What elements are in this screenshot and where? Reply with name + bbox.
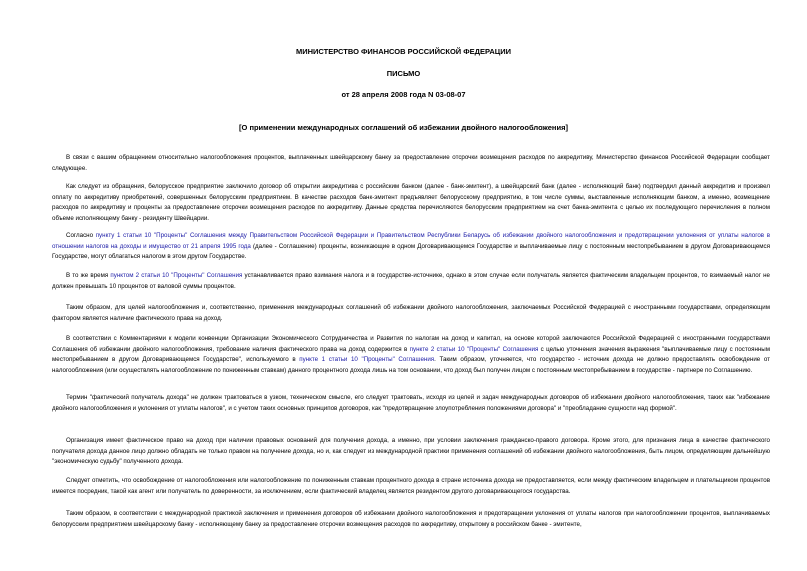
paragraph-3-text-2: (далее - Соглашение) проценты, возникающие в одном Договаривающемся Государстве и выплачиваемые лицу с постоянным местопребыванием в другом Договаривающемся Государстве, могут облагаться налогом в этом другом Государстве.	[52, 242, 770, 261]
paragraph-8: Организация имеет фактическое право на доход при наличии правовых оснований для получения дохода, а именно, при условии заключения гражданско-правого договора. Кроме этого, для признания лица в качестве фактического получателя дохода данное лицо должно обладать не только правом на получение дохода, но и, как следует из международной практики применения соглашений об избежании двойного налогообложения, быть лицом, определяющим дальнейшую "экономическую судьбу" полученного дохода.	[52, 437, 770, 466]
agreement-article-10-p1-link[interactable]: пункту 1 статьи 10 "Проценты" Соглашения между Правительством Российской Федерации и Правительством Республики Беларусь об избежании двойного налогообложения и предотвращении уклонения от уплаты налогов в отношении налогов на доходы и имущество от 21 апреля 1995 года	[52, 232, 770, 250]
paragraph-3-text-1: Согласно	[66, 232, 96, 239]
paragraph-7: Термин "фактический получатель дохода" не должен трактоваться в узком, техническом смысле, его следует трактовать, исходя из целей и задач международных договоров об избежании двойного налогообложения, таких как "избежание двойного налогообложения и уклонения от уплаты налогов", и с учетом таких основных принципов договоров, как "предотвращение злоупотребления положениями договора" и "преобладание сущности над формой".	[52, 394, 770, 412]
agreement-article-10-p2-link[interactable]: пунктом 2 статьи 10 "Проценты" Соглашения	[110, 272, 243, 279]
document-subject: [О применении международных соглашений об избежании двойного налогообложения]	[239, 123, 568, 132]
ministry-title: МИНИСТЕРСТВО ФИНАНСОВ РОССИЙСКОЙ ФЕДЕРАЦИИ	[295, 47, 512, 56]
agreement-article-10-p2-link-2[interactable]: пункте 2 статьи 10 "Проценты" Соглашения	[409, 345, 539, 353]
paragraph-2: Как следует из обращения, белорусское предприятие заключило договор об открытии аккредитива с российским банком (далее - банк-эмитент), а швейцарский банк (далее - исполняющий банк) подтвердил данный аккредитив и произвел оплату по аккредитиву приобретений, совершенных белорусским предприятием. В качестве расходов банк-эмитент предъявляет белорусскому предприятию, в том числе суммы, выставленные исполняющим банком, а именно, возмещение расходов по аккредитиву и проценты за предоставление отсрочки возмещения расходов по аккредитиву. Данные средства перечисляются белорусским предприятием на счет банка-эмитента с целью их последующего перечисления в полном объеме исполняющему банку - резиденту Швейцарии.	[52, 183, 770, 222]
paragraph-3	[52, 231, 770, 263]
document-date-number: от 28 апреля 2008 года N 03-08-07	[341, 90, 466, 99]
paragraph-1: В связи с вашим обращением относительно налогообложения процентов, выплаченных швейцарскому банку за предоставление отсрочки возмещения расходов по аккредитиву, Министерство финансов Российской Федерации сообщает следующее.	[52, 154, 770, 172]
paragraph-10: Таким образом, в соответствии с международной практикой заключения и применения договоров об избежании двойного налогообложения и предотвращении уклонения от уплаты налогов при налогообложении процентов, выплачиваемых белорусским предприятием швейцарскому банку - исполняющему банку за предоставление отсрочки возмещения расходов по аккредитиву, открытому в российском банке - эмитенте,	[52, 510, 770, 528]
paragraph-6	[52, 334, 770, 376]
agreement-article-10-p1-link-2[interactable]: пункте 1 статьи 10 "Проценты" Соглашения	[299, 356, 435, 364]
paragraph-9: Следует отметить, что освобождение от налогообложения или налогообложение по пониженным ставкам процентного дохода в стране источника дохода не предоставляется, если между фактическим владельцем и плательщиком процентов имеется посредник, такой как агент или получатель по доверенности, за исключением, если фактический владелец является резидентом другого договаривающегося государства.	[52, 477, 770, 495]
paragraph-5: Таким образом, для целей налогообложения и, соответственно, применения международных соглашений об избежании двойного налогообложения, заключаемых Российской Федерацией с иностранными государствами, определяющим фактором является наличие фактического права на доход.	[52, 304, 770, 322]
paragraph-6-text-1: В соответствии с Комментариями к модели конвенции Организации Экономического Сотрудничества и Развития по налогам на доход и капитал, на основе которой заключаются Российской Федерацией с иностранными государствами Соглашения об избежании двойного налогообложения, требование наличия фактического права на доход содержится в	[52, 335, 770, 353]
document-type: ПИСЬМО	[386, 69, 421, 78]
paragraph-6-text-2: с целью уточнения значения выражения "выплачиваемые лицу с постоянным местопребыванием в другом Договаривающемся Государстве", используемого в	[52, 345, 770, 364]
paragraph-4-text-1: В то же время	[66, 272, 111, 279]
paragraph-6-text-3: . Таким образом, уточняется, что государство - источник дохода не должно предоставлять освобождение от налогообложения (или осуществлять налогообложение по пониженным ставкам) данного процентного дохода лишь на том основании, что доход был получен лицом с постоянным местопребыванием в государстве - партнере по Соглашению.	[52, 356, 770, 374]
paragraph-4-text-2: устанавливается право взимания налога и в государстве-источнике, однако в этом случае если получатель является фактическим владельцем процентов, то взимаемый налог не должен превышать 10 процентов от валовой суммы процентов.	[52, 272, 770, 290]
paragraph-4	[52, 271, 770, 292]
